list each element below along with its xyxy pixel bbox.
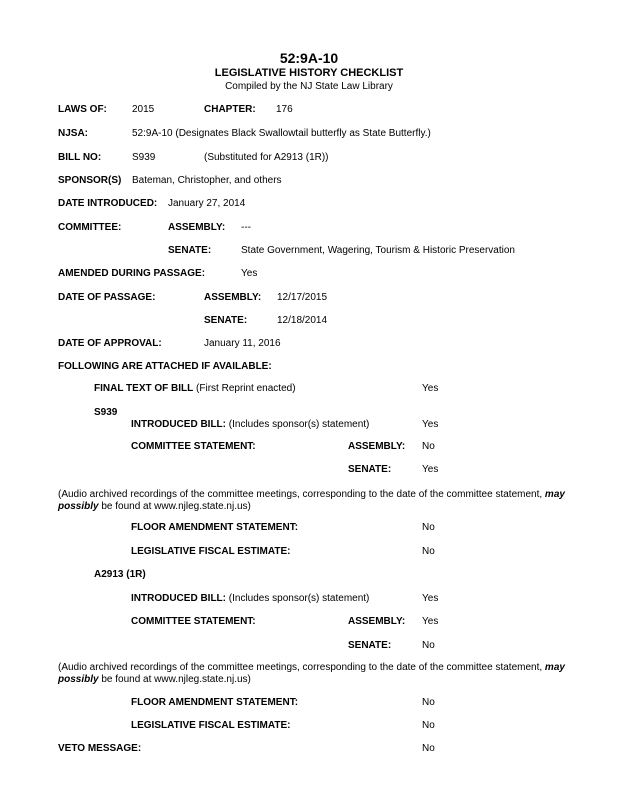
njsa-value: 52:9A-10 (Designates Black Swallowtail butterfly as State Butterfly.) xyxy=(132,128,431,139)
s939-introduced-row xyxy=(131,419,369,431)
s939-introduced-label: INTRODUCED BILL: xyxy=(131,419,226,430)
a2913-floor-value: No xyxy=(422,697,435,708)
chapter-value: 176 xyxy=(276,104,293,115)
a2913-assembly-value: Yes xyxy=(422,616,439,627)
a2913-introduced-row xyxy=(131,593,369,605)
a2913-senate-value: No xyxy=(422,640,435,651)
chapter-label: CHAPTER: xyxy=(204,104,256,115)
date-introduced-label: DATE INTRODUCED: xyxy=(58,198,158,209)
s939-introduced-note: (Includes sponsor(s) statement) xyxy=(228,419,370,430)
passage-assembly-value: 12/17/2015 xyxy=(277,292,328,303)
sponsors-value: Bateman, Christopher, and others xyxy=(132,175,282,186)
s939-floor-value: No xyxy=(422,522,435,533)
page-subtitle: LEGISLATIVE HISTORY CHECKLIST xyxy=(214,67,404,79)
a2913-fiscal-value: No xyxy=(422,720,435,731)
passage-senate-value: 12/18/2014 xyxy=(277,315,328,326)
bill-s939-heading: S939 xyxy=(94,407,118,418)
substituted-note: (Substituted for A2913 (1R)) xyxy=(204,152,329,163)
audio-note-emphasis: may possibly xyxy=(58,489,565,512)
a2913-audio-note xyxy=(58,662,606,686)
s939-assembly-value: No xyxy=(422,441,435,452)
bill-a2913-heading: A2913 (1R) xyxy=(94,569,146,580)
s939-introduced-value: Yes xyxy=(422,419,439,430)
committee-label: COMMITTEE: xyxy=(58,222,122,233)
s939-fiscal-label: LEGISLATIVE FISCAL ESTIMATE: xyxy=(131,546,291,557)
bill-no-label: BILL NO: xyxy=(58,152,102,163)
a2913-introduced-note: (Includes sponsor(s) statement) xyxy=(228,593,370,604)
s939-audio-note xyxy=(58,489,606,513)
committee-assembly-label: ASSEMBLY: xyxy=(168,222,226,233)
passage-assembly-label: ASSEMBLY: xyxy=(204,292,262,303)
date-of-approval-label: DATE OF APPROVAL: xyxy=(58,338,162,349)
audio-note-after: be found at www.njleg.state.nj.us) xyxy=(98,674,251,685)
s939-floor-label: FLOOR AMENDMENT STATEMENT: xyxy=(131,522,299,533)
final-text-row xyxy=(94,383,296,395)
laws-of-value: 2015 xyxy=(132,104,155,115)
s939-senate-value: Yes xyxy=(422,464,439,475)
a2913-committee-label: COMMITTEE STATEMENT: xyxy=(131,616,256,627)
s939-committee-label: COMMITTEE STATEMENT: xyxy=(131,441,256,452)
s939-fiscal-value: No xyxy=(422,546,435,557)
s939-assembly-label: ASSEMBLY: xyxy=(348,441,406,452)
sponsors-label: SPONSOR(S) xyxy=(58,175,122,186)
amended-value: Yes xyxy=(241,268,258,279)
a2913-introduced-label: INTRODUCED BILL: xyxy=(131,593,226,604)
committee-assembly-value: --- xyxy=(241,222,251,233)
veto-message-label: VETO MESSAGE: xyxy=(58,743,142,754)
final-text-label: FINAL TEXT OF BILL xyxy=(94,383,194,394)
a2913-introduced-value: Yes xyxy=(422,593,439,604)
a2913-senate-label: SENATE: xyxy=(348,640,392,651)
final-text-note: (First Reprint enacted) xyxy=(196,383,296,394)
njsa-label: NJSA: xyxy=(58,128,89,139)
compiled-by: Compiled by the NJ State Law Library xyxy=(225,81,393,92)
a2913-assembly-label: ASSEMBLY: xyxy=(348,616,406,627)
audio-note-before: (Audio archived recordings of the committee meetings, corresponding to the date of the committee statement, xyxy=(58,489,545,500)
date-of-approval-value: January 11, 2016 xyxy=(204,338,281,349)
committee-senate-label: SENATE: xyxy=(168,245,212,256)
audio-note-emphasis: may possibly xyxy=(58,662,565,685)
a2913-floor-label: FLOOR AMENDMENT STATEMENT: xyxy=(131,697,299,708)
committee-senate-value: State Government, Wagering, Tourism & Historic Preservation xyxy=(241,245,515,256)
audio-note-before: (Audio archived recordings of the committee meetings, corresponding to the date of the committee statement, xyxy=(58,662,545,673)
audio-note-after: be found at www.njleg.state.nj.us) xyxy=(98,501,251,512)
laws-of-label: LAWS OF: xyxy=(58,104,107,115)
date-introduced-value: January 27, 2014 xyxy=(168,198,246,209)
a2913-fiscal-label: LEGISLATIVE FISCAL ESTIMATE: xyxy=(131,720,291,731)
s939-senate-label: SENATE: xyxy=(348,464,392,475)
amended-label: AMENDED DURING PASSAGE: xyxy=(58,268,206,279)
bill-no-value: S939 xyxy=(132,152,156,163)
page-title: 52:9A-10 xyxy=(279,50,339,66)
final-text-value: Yes xyxy=(422,383,439,394)
date-of-passage-label: DATE OF PASSAGE: xyxy=(58,292,156,303)
passage-senate-label: SENATE: xyxy=(204,315,248,326)
veto-message-value: No xyxy=(422,743,435,754)
attached-heading: FOLLOWING ARE ATTACHED IF AVAILABLE: xyxy=(58,361,272,372)
